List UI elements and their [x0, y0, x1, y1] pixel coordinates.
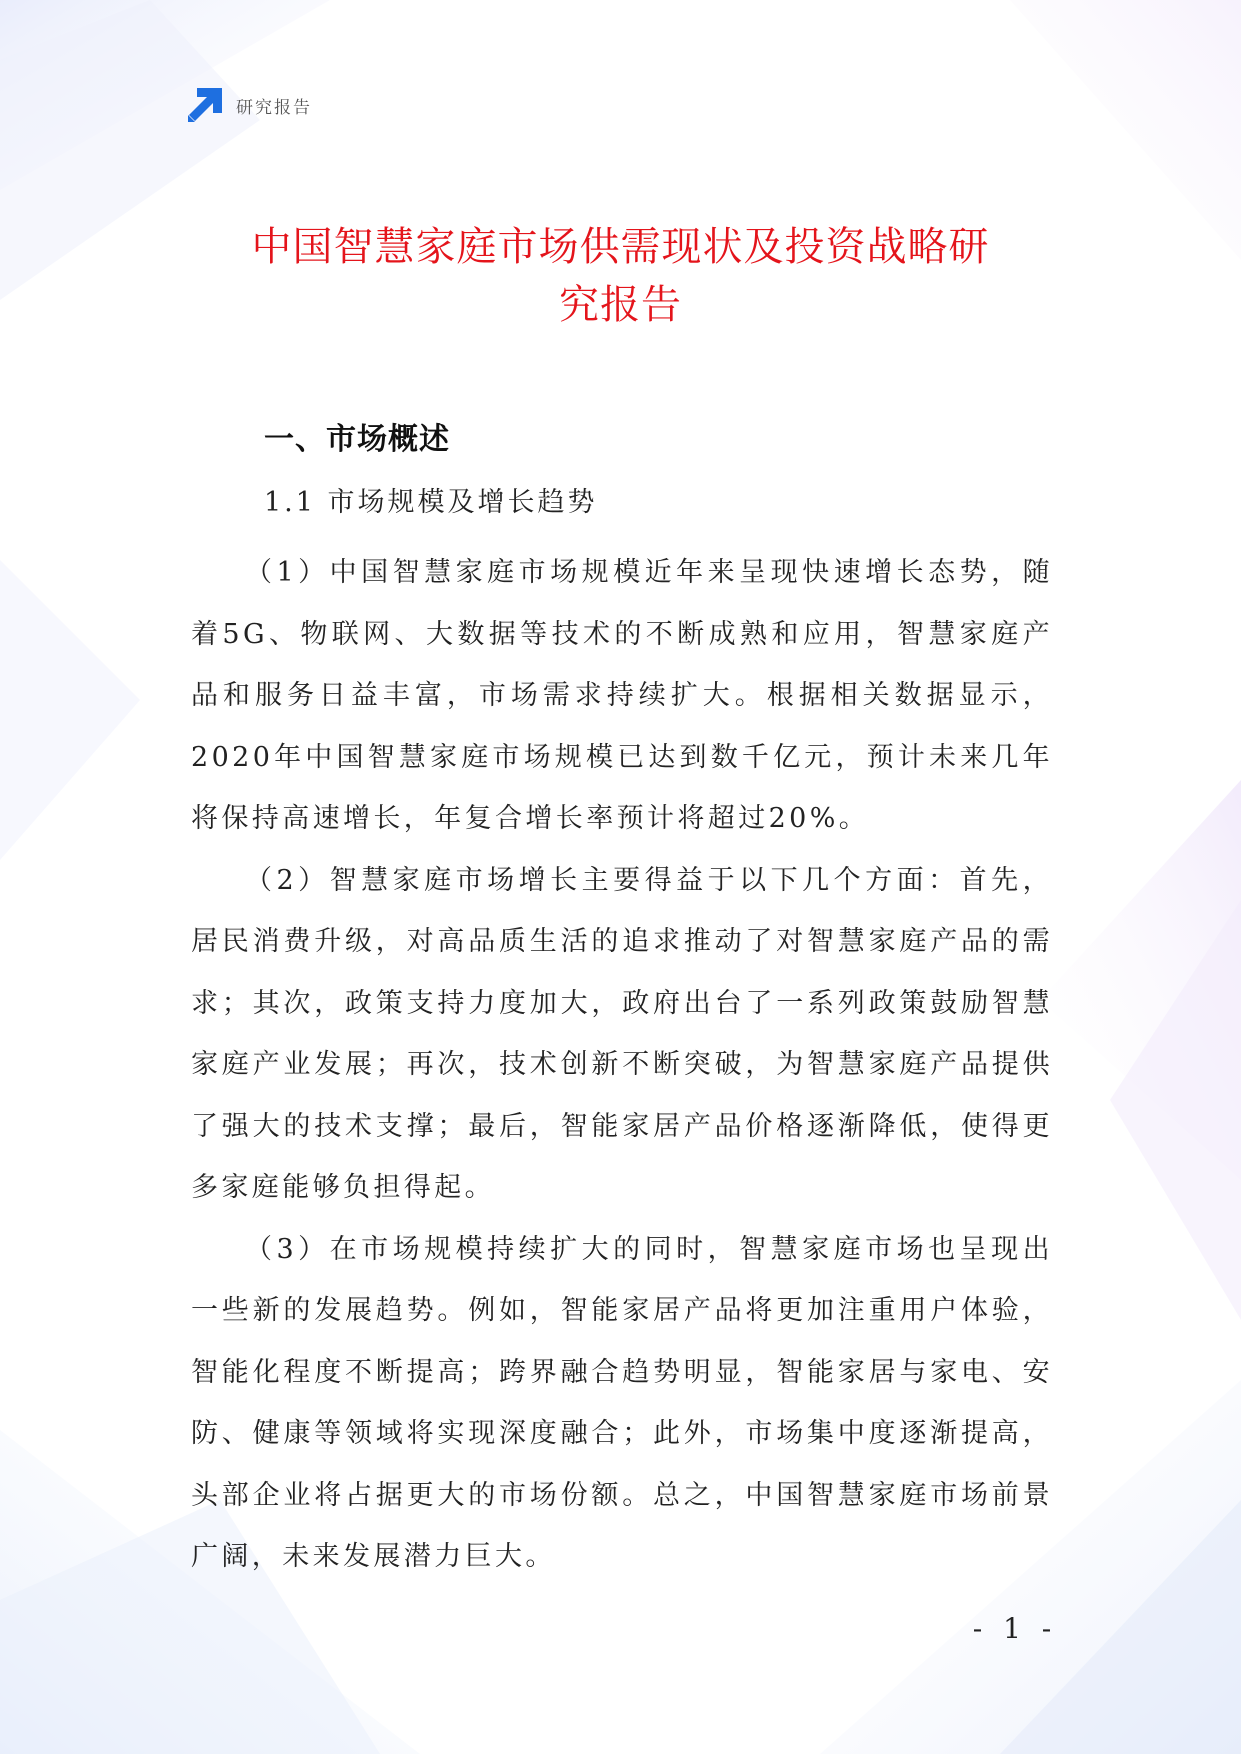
- page-number: - 1 -: [972, 1612, 1058, 1645]
- subsection-heading: 1.1 市场规模及增长趋势: [264, 487, 598, 518]
- diagonal-arrow-logo-icon: [188, 88, 222, 122]
- section-heading: 一、市场概述: [264, 422, 450, 457]
- report-brand: [188, 88, 312, 122]
- document-title: [120, 218, 1121, 334]
- body-text: [191, 542, 1053, 1588]
- paragraph-2: （2）智慧家庭市场增长主要得益于以下几个方面：首先，居民消费升级，对高品质生活的追求推动了对智慧家庭产品的需求；其次，政策支持力度加大，政府出台了一系列政策鼓励智慧家庭产业发展；再次，技术创新不断突破，为智慧家庭产品提供了强大的技术支撑；最后，智能家居产品价格逐渐降低，使得更多家庭能够负担得起。: [191, 864, 1053, 1203]
- paragraph-3: （3）在市场规模持续扩大的同时，智慧家庭市场也呈现出一些新的发展趋势。例如，智能家居产品将更加注重用户体验，智能化程度不断提高；跨界融合趋势明显，智能家居与家电、安防、健康等领域将实现深度融合；此外，市场集中度逐渐提高，头部企业将占据更大的市场份额。总之，中国智慧家庭市场前景广阔，未来发展潜力巨大。: [191, 1233, 1053, 1572]
- document-title-line-1: 中国智慧家庭市场供需现状及投资战略研: [251, 224, 990, 270]
- report-label: 研究报告: [236, 97, 312, 118]
- document-title-line-2: 究报告: [559, 282, 682, 328]
- paragraph-1: （1）中国智慧家庭市场规模近年来呈现快速增长态势，随着5G、物联网、大数据等技术的不断成熟和应用，智慧家庭产品和服务日益丰富，市场需求持续扩大。根据相关数据显示，2020年中国智慧家庭市场规模已达到数千亿元，预计未来几年将保持高速增长，年复合增长率预计将超过20%。: [191, 557, 1053, 834]
